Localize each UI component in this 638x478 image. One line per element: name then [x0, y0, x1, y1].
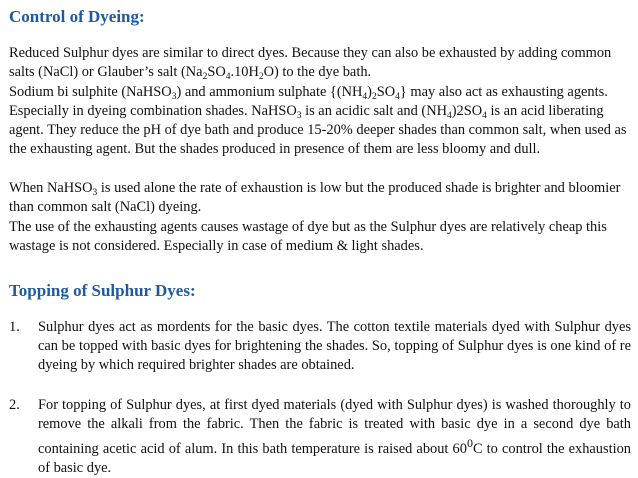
paragraph-sodium-bisulphite: Sodium bi sulphite (NaHSO$_3$) and ammonium sulphate $\{(NH_4)_2SO_4\}$ may also act as exhausting agents. Especially in dyeing combination shades. NaHSO$_3$ is an acidic salt and $(NH_4)2SO_4$ is an acid liberating agent. They reduce the pH of dye bath and produce 15-20% deeper shades than common salt, when used as the exhausting agent. But the shades produced in presence of them are less bloomy and dull. [9, 84, 627, 158]
paragraph-reduced-sulphur: Reduced Sulphur dyes are similar to direct dyes. Because they can also be exhausted by adding common salts (NaCl) or Glauber’s salt $(Na_2SO_4.10H_2O)$ to the dye bath. [9, 45, 612, 83]
list-item-2 [9, 396, 631, 478]
paragraph-nahso3-alone: When NaHSO$_3$ is used alone the rate of exhaustion is low but the produced shade is brighter and bloomier than common salt (NaCl) dyeing. [9, 180, 621, 216]
paragraph-wastage: The use of the exhausting agents causes wastage of dye but as the Sulphur dyes are relatively cheap this wastage is not considered. Especially in case of medium & light shades. [9, 219, 607, 255]
topping-heading: Topping of Sulphur Dyes: [9, 281, 196, 300]
list-number: 2. [9, 397, 20, 413]
list-item-text: For topping of Sulphur dyes, at first dyed materials (dyed with Sulphur dyes) is washed thoroughly to remove the alkali from the fabric. Then the fabric is treated with basic dye in a second dye bath containing acetic acid of alum. In this bath temperature is raised about $60^0C$ to control the exhaustion of basic dye. [38, 397, 631, 477]
control-of-dyeing-heading: Control of Dyeing: [9, 7, 145, 26]
list-item-text: Sulphur dyes act as mordents for the basic dyes. The cotton textile materials dyed with Sulphur dyes can be topped with basic dyes for brightening the shades. So, topping of Sulphur dyes is one kind of re dyeing by which required brighter shades are obtained. [38, 319, 631, 374]
list-item-1 [9, 318, 631, 375]
list-number: 1. [9, 319, 20, 335]
